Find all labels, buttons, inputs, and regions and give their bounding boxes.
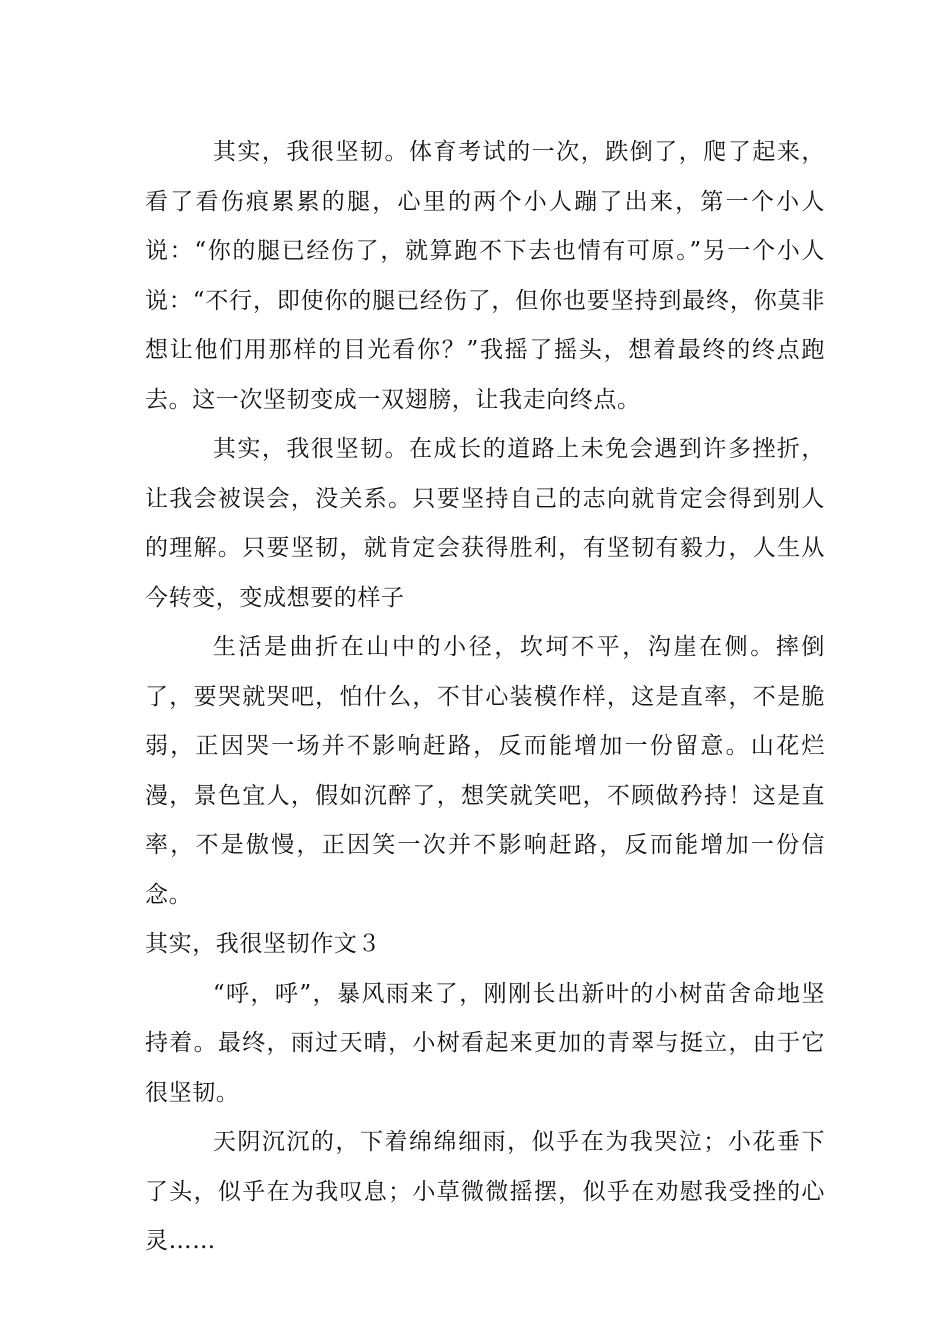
document-body <box>145 128 825 1267</box>
section-title: 其实，我很坚韧作文３ <box>145 931 381 957</box>
paragraph-2: 其实，我很坚韧。在成长的道路上未免会遇到许多挫折，让我会被误会，没关系。只要坚持自己的志向就肯定会得到别人的理解。只要坚韧，就肯定会获得胜利，有坚韧有毅力，人生从今转变，变成想要的样子 <box>145 436 825 611</box>
section-paragraph-2: 天阴沉沉的，下着绵绵细雨，似乎在为我哭泣；小花垂下了头，似乎在为我叹息；小草微微摇摆，似乎在劝慰我受挫的心灵…… <box>145 1129 825 1254</box>
paragraph-1: 其实，我很坚韧。体育考试的一次，跌倒了，爬了起来，看了看伤痕累累的腿，心里的两个小人蹦了出来，第一个小人说：“你的腿已经伤了，就算跑不下去也情有可原。”另一个小人说：“不行，即使你的腿已经伤了，但你也要坚持到最终，你莫非想让他们用那样的目光看你？”我摇了摇头，想着最终的终点跑去。这一次坚韧变成一双翅膀，让我走向终点。 <box>145 139 825 413</box>
section-paragraph-1: “呼，呼”，暴风雨来了，刚刚长出新叶的小树苗舍命地坚持着。最终，雨过天晴，小树看起来更加的青翠与挺立，由于它很坚韧。 <box>145 980 825 1106</box>
paragraph-3: 生活是曲折在山中的小径，坎坷不平，沟崖在侧。摔倒了，要哭就哭吧，怕什么，不甘心装模作样，这是直率，不是脆弱，正因哭一场并不影响赶路，反而能增加一份留意。山花烂漫，景色宜人，假如沉醉了，想笑就笑吧，不顾做矜持！这是直率，不是傲慢，正因笑一次并不影响赶路，反而能增加一份信念。 <box>145 634 825 908</box>
